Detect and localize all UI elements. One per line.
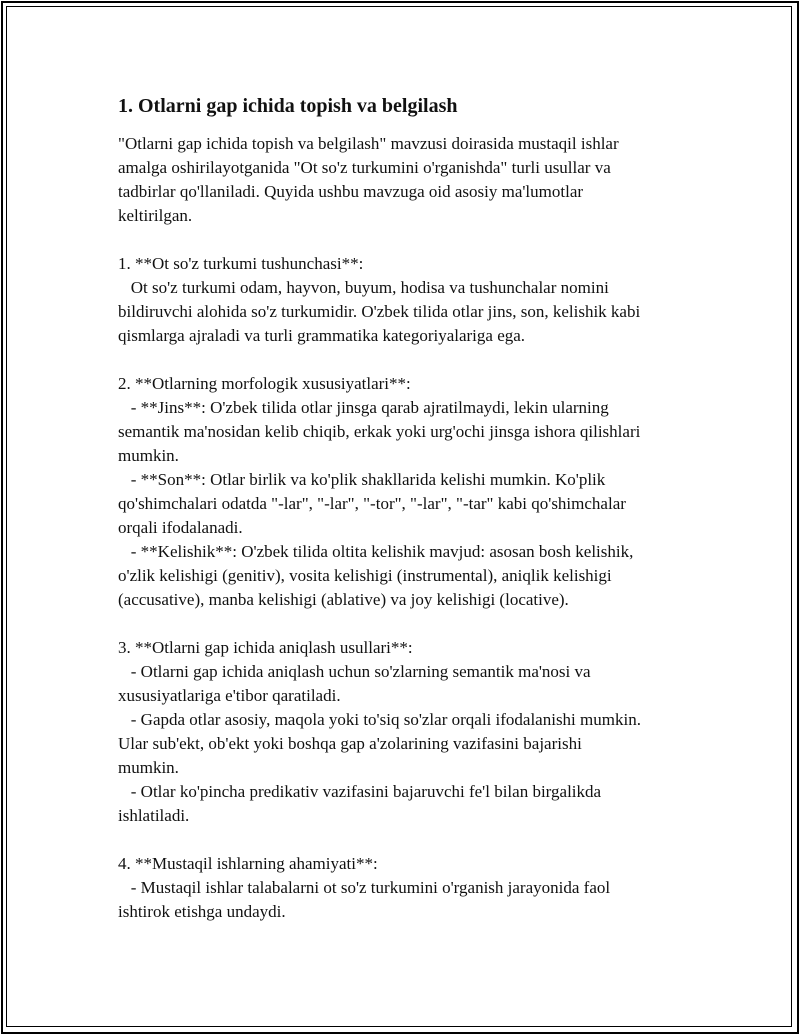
- section-morfologik: [118, 372, 698, 612]
- text-line: bildiruvchi alohida so'z turkumidir. O'zbek tilida otlar jins, son, kelishik kabi: [118, 302, 641, 321]
- spacer: [118, 228, 698, 252]
- section-heading: 4. **Mustaqil ishlarning ahamiyati**:: [118, 854, 378, 873]
- intro-paragraph: [118, 132, 698, 228]
- text-line: "Otlarni gap ichida topish va belgilash" mavzusi doirasida mustaqil ishlar: [118, 134, 619, 153]
- text-line: mumkin.: [118, 446, 179, 465]
- section-heading: 2. **Otlarning morfologik xususiyatlari**:: [118, 374, 411, 393]
- document-body: [118, 94, 698, 924]
- text-line: tadbirlar qo'llaniladi. Quyida ushbu mavzuga oid asosiy ma'lumotlar: [118, 182, 584, 201]
- text-line: - **Kelishik**: O'zbek tilida oltita kelishik mavjud: asosan bosh kelishik,: [118, 542, 634, 561]
- text-line: - Otlar ko'pincha predikativ vazifasini bajaruvchi fe'l bilan birgalikda: [118, 782, 602, 801]
- text-line: - **Son**: Otlar birlik va ko'plik shakllarida kelishi mumkin. Ko'plik: [118, 470, 606, 489]
- text-line: keltirilgan.: [118, 206, 193, 225]
- text-line: qismlarga ajraladi va turli grammatika kategoriyalariga ega.: [118, 326, 526, 345]
- text-line: - Gapda otlar asosiy, maqola yoki to'siq so'zlar orqali ifodalanishi mumkin.: [118, 710, 641, 729]
- spacer: [118, 348, 698, 372]
- text-line: ishtirok etishga undaydi.: [118, 902, 286, 921]
- text-line: amalga oshirilayotganida "Ot so'z turkumini o'rganishda" turli usullar va: [118, 158, 611, 177]
- spacer: [118, 612, 698, 636]
- text-line: mumkin.: [118, 758, 179, 777]
- document-title: 1. Otlarni gap ichida topish va belgilash: [118, 95, 458, 117]
- section-ot-turkumi: [118, 252, 698, 348]
- text-line: ishlatiladi.: [118, 806, 190, 825]
- text-line: - Otlarni gap ichida aniqlash uchun so'zlarning semantik ma'nosi va: [118, 662, 591, 681]
- spacer: [118, 828, 698, 852]
- section-heading: 3. **Otlarni gap ichida aniqlash usullari**:: [118, 638, 413, 657]
- text-line: semantik ma'nosidan kelib chiqib, erkak yoki urg'ochi jinsga ishora qilishlari: [118, 422, 641, 441]
- text-line: o'zlik kelishigi (genitiv), vosita kelishigi (instrumental), aniqlik kelishigi: [118, 566, 612, 585]
- text-line: (accusative), manba kelishigi (ablative) va joy kelishigi (locative).: [118, 590, 569, 609]
- text-line: Ot so'z turkumi odam, hayvon, buyum, hodisa va tushunchalar nomini: [118, 278, 609, 297]
- section-ahamiyati: [118, 852, 698, 924]
- section-heading: 1. **Ot so'z turkumi tushunchasi**:: [118, 254, 364, 273]
- section-aniqlash-usullari: [118, 636, 698, 828]
- text-line: Ular sub'ekt, ob'ekt yoki boshqa gap a'zolarining vazifasini bajarishi: [118, 734, 582, 753]
- text-line: xususiyatlariga e'tibor qaratiladi.: [118, 686, 341, 705]
- text-line: orqali ifodalanadi.: [118, 518, 243, 537]
- text-line: qo'shimchalari odatda "-lar", "-lar", "-tor", "-lar", "-tar" kabi qo'shimchalar: [118, 494, 626, 513]
- text-line: - Mustaqil ishlar talabalarni ot so'z turkumini o'rganish jarayonida faol: [118, 878, 611, 897]
- text-line: - **Jins**: O'zbek tilida otlar jinsga qarab ajratilmaydi, lekin ularning: [118, 398, 609, 417]
